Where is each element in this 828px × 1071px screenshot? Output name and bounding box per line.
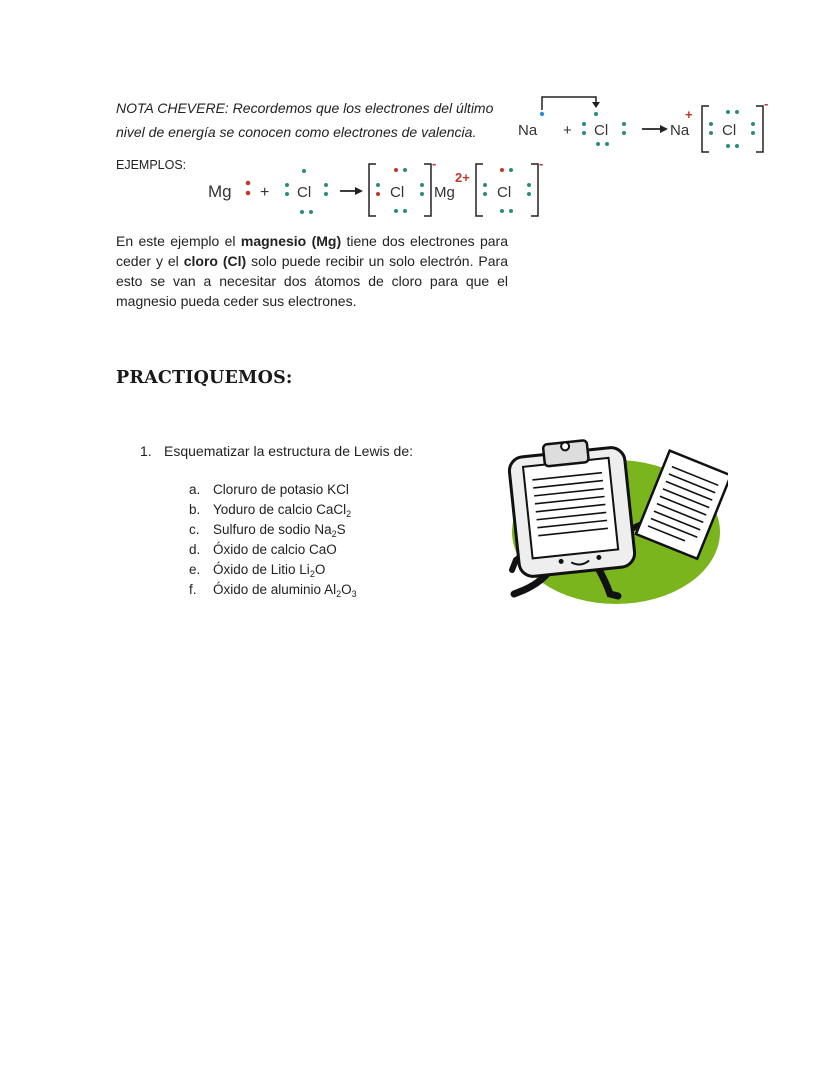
nota-text — [116, 96, 516, 144]
item-text: Óxido de aluminio Al — [213, 582, 337, 597]
item-tail: O — [314, 562, 326, 577]
list-item — [189, 540, 357, 560]
question-number: 1. — [140, 443, 152, 459]
reaction-arrow-mg-head — [355, 187, 363, 195]
item-letter: c. — [189, 522, 200, 537]
na-symbol: Na — [518, 122, 538, 139]
item-letter: f. — [189, 582, 197, 597]
para-bold-magnesio: magnesio (Mg) — [240, 233, 342, 249]
explanation-paragraph — [116, 231, 508, 311]
item-letter: d. — [189, 542, 201, 557]
cl-left-charge: - — [432, 156, 437, 171]
plus-sign-mg: + — [260, 184, 270, 201]
mg-symbol: Mg — [208, 182, 232, 201]
compound-list — [189, 480, 357, 600]
cl-right-symbol: Cl — [497, 184, 512, 201]
cl-right-charge: - — [539, 156, 544, 171]
item-text: Sulfuro de sodio Na — [213, 522, 332, 537]
cl-product-symbol: Cl — [722, 122, 737, 139]
item-subscript: 2 — [309, 569, 315, 579]
cl-symbol: Cl — [594, 122, 609, 139]
item-subscript-2: 3 — [351, 589, 357, 599]
cl-charge: - — [764, 96, 769, 111]
item-tail: S — [336, 522, 346, 537]
item-text: Óxido de Litio Li — [213, 562, 310, 577]
list-item — [189, 480, 357, 500]
item-subscript: 2 — [331, 529, 337, 539]
cl-left-symbol: Cl — [390, 184, 405, 201]
question-1 — [140, 443, 413, 459]
item-subscript: 2 — [346, 509, 352, 519]
list-item — [189, 580, 357, 600]
cl-reactant-symbol: Cl — [297, 184, 312, 201]
reaction-arrow-head — [660, 125, 668, 133]
para-text-3: solo puede recibir un solo electrón. Para esto se van a necesitar dos átomos de cloro para que el magnesio pueda ceder sus electrones. — [116, 253, 508, 309]
bracket-left-2 — [476, 164, 483, 216]
para-bold-cloro: cloro (Cl) — [183, 253, 247, 269]
na-valence-electron — [540, 112, 544, 116]
mg-electron-dots — [246, 181, 251, 196]
item-letter: b. — [189, 502, 201, 517]
item-letter: e. — [189, 562, 201, 577]
item-text: Cloruro de potasio KCl — [213, 482, 349, 497]
bracket-right-1 — [424, 164, 431, 216]
item-letter: a. — [189, 482, 201, 497]
nota-line-1: NOTA CHEVERE: Recordemos que los electrones del último — [116, 100, 494, 116]
mg-product-symbol: Mg — [434, 184, 455, 201]
na-cl-lewis-diagram — [512, 86, 772, 158]
item-tail: O — [341, 582, 352, 597]
mg-charge: 2+ — [455, 170, 470, 185]
bracket-left — [702, 106, 709, 152]
bracket-right — [756, 106, 763, 152]
section-heading: PRACTIQUEMOS: — [116, 368, 293, 388]
transfer-arrow-head — [592, 102, 600, 108]
item-text: Óxido de calcio CaO — [213, 542, 337, 557]
plus-sign: + — [563, 122, 572, 139]
mg-cl-lewis-diagram — [200, 156, 550, 222]
bracket-right-2 — [531, 164, 538, 216]
list-item — [189, 500, 357, 520]
list-item — [189, 520, 357, 540]
para-text-2: tiene dos electrones para ceder y el — [116, 233, 509, 269]
na-charge: + — [685, 107, 693, 122]
ejemplos-label: EJEMPLOS: — [116, 158, 187, 172]
na-product-symbol: Na — [670, 122, 690, 139]
item-subscript: 2 — [336, 589, 342, 599]
list-item — [189, 560, 357, 580]
para-text-1: En este ejemplo el — [116, 233, 241, 249]
transfer-arrow — [542, 97, 596, 110]
nota-line-2: nivel de energía se conocen como electrones de valencia. — [116, 124, 477, 140]
item-text: Yoduro de calcio CaCl — [213, 502, 347, 517]
clipboard-clipart — [498, 432, 728, 608]
bracket-left-1 — [369, 164, 376, 216]
question-text: Esquematizar la estructura de Lewis de: — [164, 443, 414, 459]
